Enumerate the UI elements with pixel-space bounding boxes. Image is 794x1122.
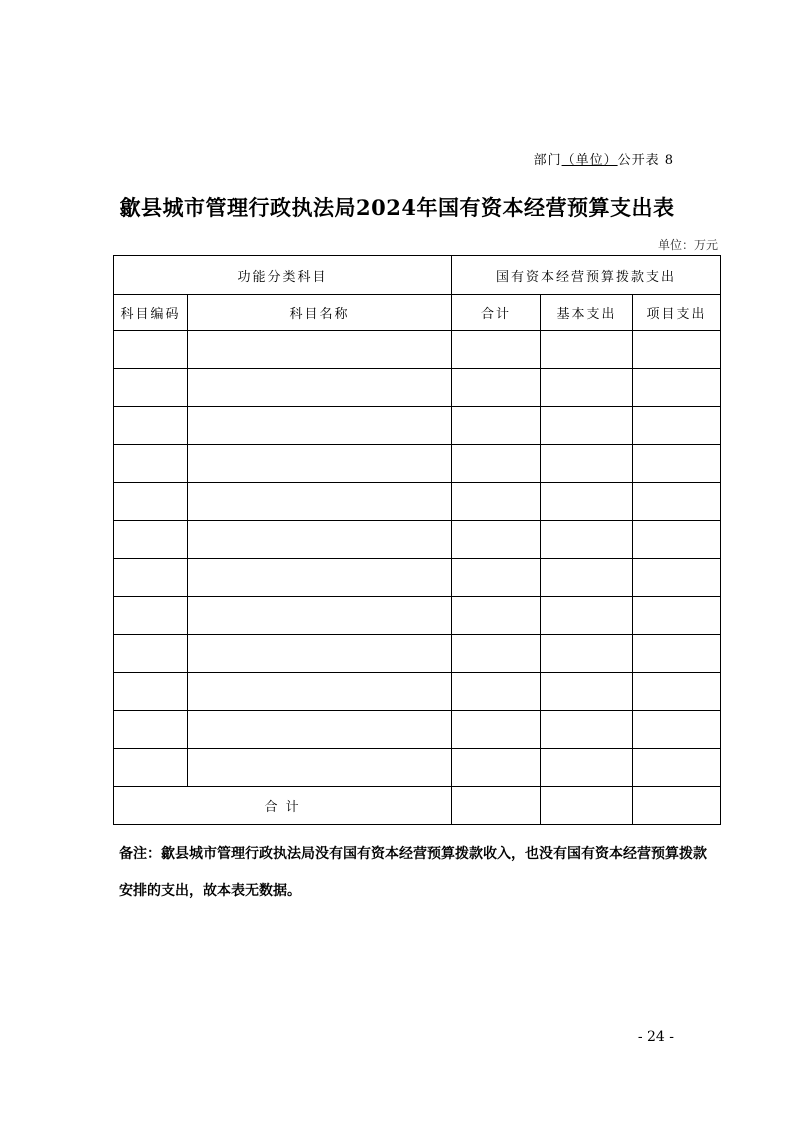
table-row [114, 711, 721, 749]
col-name: 科目名称 [188, 295, 452, 331]
table-row [114, 597, 721, 635]
total-label: 合 计 [114, 787, 452, 825]
group-header-expenditure: 国有资本经营预算拨款支出 [452, 256, 721, 295]
table-row [114, 635, 721, 673]
footnote: 备注：歙县城市管理行政执法局没有国有资本经营预算拨款收入，也没有国有资本经营预算拨款安排的支出，故本表无数据。 [119, 846, 707, 899]
form-prefix: 部门 [533, 153, 562, 168]
table-row [114, 407, 721, 445]
col-basic: 基本支出 [541, 295, 633, 331]
table-row [114, 483, 721, 521]
page-number: - 24 - [637, 1029, 674, 1045]
table-row [114, 331, 721, 369]
page-title: 歙县城市管理行政执法局2024年国有资本经营预算支出表 [119, 195, 675, 220]
table-row [114, 559, 721, 597]
table-row [114, 521, 721, 559]
table-row [114, 369, 721, 407]
col-total: 合计 [452, 295, 541, 331]
table-row [114, 673, 721, 711]
form-suffix: 公开表 8 [617, 153, 674, 168]
table-column-header [114, 295, 721, 331]
table-row [114, 445, 721, 483]
col-code: 科目编码 [114, 295, 188, 331]
form-number [534, 149, 674, 168]
group-header-functional: 功能分类科目 [114, 256, 452, 295]
col-project: 项目支出 [633, 295, 721, 331]
table-total-row [114, 787, 721, 825]
form-unit: （单位） [561, 153, 618, 168]
table-group-header [114, 256, 721, 295]
table-row [114, 749, 721, 787]
budget-table [113, 255, 721, 825]
unit-label: 单位：万元 [657, 238, 718, 252]
